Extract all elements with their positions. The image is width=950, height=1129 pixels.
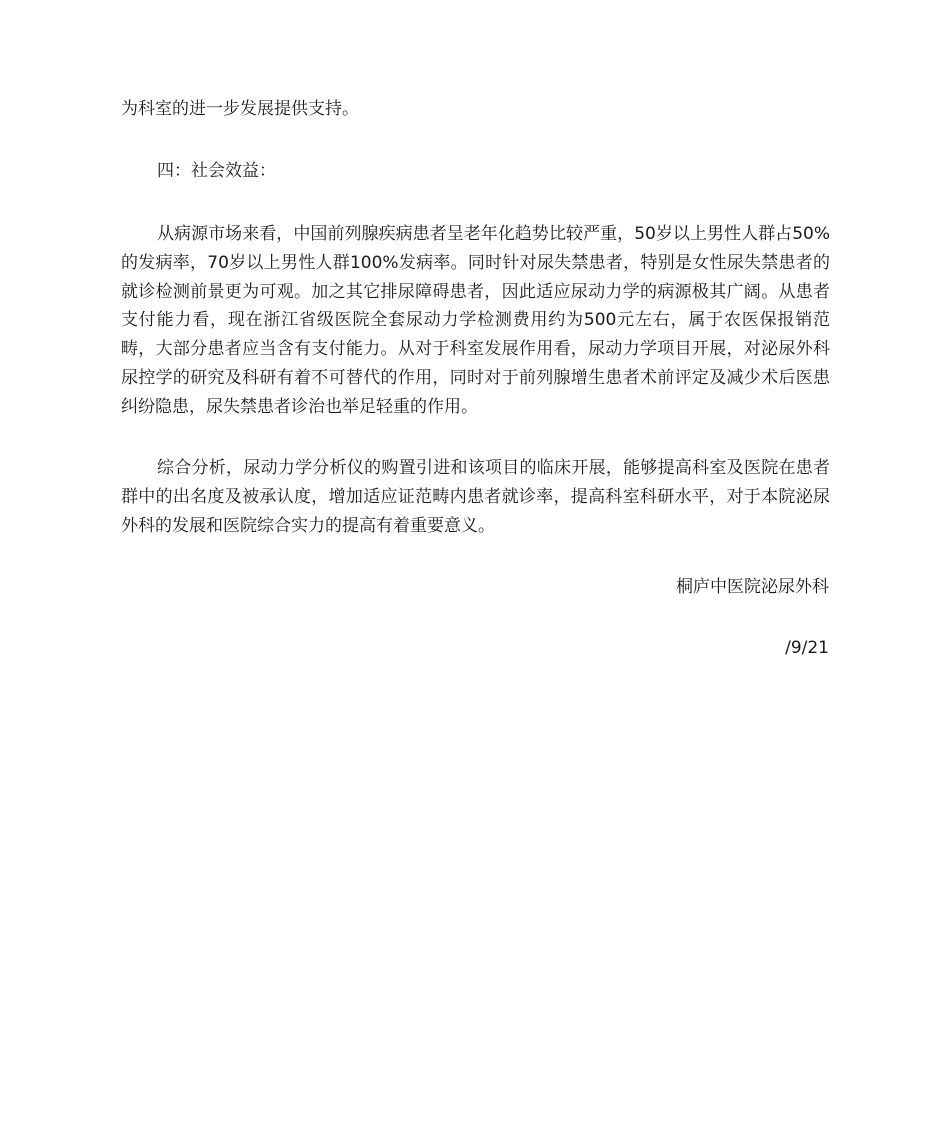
signature: 桐庐中医院泌尿外科 xyxy=(676,577,829,597)
section-heading: 四：社会效益： xyxy=(157,161,276,181)
paragraph-summary: 综合分析，尿动力学分析仪的购置引进和该项目的临床开展，能够提高科室及医院在患者群中的出名度及被承认度，增加适应证范畴内患者就诊率，提高科室科研水平，对于本院泌尿外科的发展和医院综合实力的提高有着重要意义。 xyxy=(121,458,830,536)
continuation-line: 为科室的进一步发展提供支持。 xyxy=(121,99,359,119)
date: /9/21 xyxy=(785,638,829,658)
paragraph-market-analysis: 从病源市场来看，中国前列腺疾病患者呈老年化趋势比较严重，50岁以上男性人群占50%的发病率，70岁以上男性人群100%发病率。同时针对尿失禁患者，特别是女性尿失禁患者的就诊检测前景更为可观。加之其它排尿障碍患者，因此适应尿动力学的病源极其广阔。从患者支付能力看，现在浙江省级医院全套尿动力学检测费用约为500元左右，属于农医保报销范畴，大部分患者应当含有支付能力。从对于科室发展作用看，尿动力学项目开展，对泌尿外科尿控学的研究及科研有着不可替代的作用，同时对于前列腺增生患者术前评定及减少术后医患纠纷隐患，尿失禁患者诊治也举足轻重的作用。 xyxy=(121,224,830,417)
